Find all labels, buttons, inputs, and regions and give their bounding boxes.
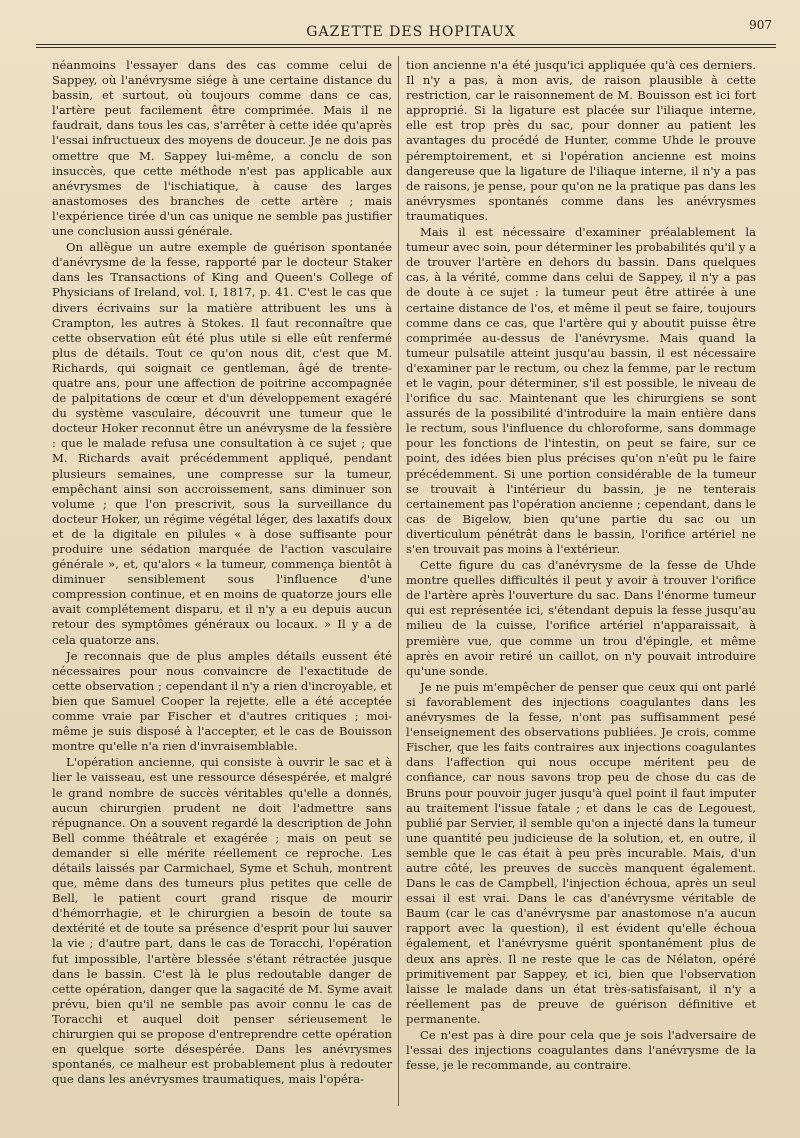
paragraph: néanmoins l'essayer dans des cas comme celui de Sappey, où l'anévrysme siége à une certaine distance du bassin, et surtout, où toujours comme dans ce cas, l'artère peut facilement être comprimée. Mais il ne faudrait, dans tous les cas, s'arrêter à cette idée qu'après l'essai infructueux des moyens de douceur. Je ne dois pas omettre que M. Sappey lui-même, a conclu de son insuccès, que cette méthode n'est pas applicable aux anévrysmes de l'ischiatique, à cause des larges anastomoses des branches de cette artère ; mais l'expérience tirée d'un cas unique ne semble pas justifier une conclusion aussi générale. [52,58,392,239]
page-number: 907 [749,18,772,32]
header-rule-double [36,47,776,48]
paragraph: Je ne puis m'empêcher de penser que ceux qui ont parlé si favorablement des injections coagulantes dans les anévrysmes de la fesse, n'ont pas suffisamment pesé l'enseignement des observations publiées. Je crois, comme Fischer, que les faits contraires aux injections coagulantes dans l'affection qui nous occupe méritent peu de confiance, car nous savons trop peu de chose du cas de Bruns pour pouvoir juger jusqu'à quel point il faut imputer au traitement l'issue fatale ; et dans le cas de Legouest, publié par Servier, il semble qu'on a injecté dans la tumeur une quantité peu judicieuse de la solution, et, en outre, il semble que le cas était à peu près incurable. Mais, d'un autre côté, les preuves de succès manquent également. Dans le cas de Campbell, l'injection échoua, après un seul essai il est vrai. Dans le cas d'anévrysme véritable de Baum (car le cas d'anévrysme par anastomose n'a aucun rapport avec la question), il est évident qu'elle échoua également, et l'anévrysme guérit spontanément plus de deux ans après. Il ne reste que le cas de Nélaton, opéré primitivement par Sappey, et ici, bien que l'observation laisse le malade dans un état très-satisfaisant, il n'y a réellement pas de preuve de guérison définitive et permanente. [406,679,756,1026]
paragraph: Mais il est nécessaire d'examiner préalablement la tumeur avec soin, pour déterminer les probabilités qu'il y a de trouver l'artère en dehors du bassin. Dans quelques cas, à la vérité, comme dans celui de Sappey, il n'y a pas de doute à ce sujet : la tumeur peut être attirée à une certaine distance de l'os, et même il peut se faire, toujours comme dans ce cas, que l'artère qui y aboutit puisse être comprimée au-dessus de l'anévrysme. Mais quand la tumeur pulsatile atteint jusqu'au bassin, il est nécessaire d'examiner par le rectum, ou chez la femme, par le rectum et le vagin, pour déterminer, s'il est possible, le niveau de l'orifice du sac. Maintenant que les chirurgiens se sont assurés de la possibilité d'introduire la main entière dans le rectum, sous l'influence du chloroforme, sans dommage pour les fonctions de l'intestin, on peut se faire, sur ce point, des idées bien plus précises qu'on n'eût pu le faire précédemment. Si une portion considérable de la tumeur se trouvait à l'intérieur du bassin, je ne tenterais certainement pas l'opération ancienne ; cependant, dans le cas de Bigelow, bien qu'une partie du sac ou un diverticulum pénétrât dans le bassin, l'orifice artériel ne s'en trouvait pas moins à l'extérieur. [406,225,756,556]
left-column [52,58,392,1087]
paragraph: Ce n'est pas à dire pour cela que je sois l'adversaire de l'essai des injections coagulantes dans l'anévrysme de la fesse, je le recommande, au contraire. [406,1028,756,1073]
paragraph: Je reconnais que de plus amples détails eussent été nécessaires pour nous convaincre de l'exactitude de cette observation ; cependant il n'y a rien d'incroyable, et bien que Samuel Cooper la rejette, elle a été acceptée comme vraie par Fischer et d'autres critiques ; moi-même je suis disposé à l'accepter, et le cas de Bouisson montre qu'elle n'a rien d'invraisemblable. [52,648,392,754]
right-column [406,58,756,1073]
paragraph: L'opération ancienne, qui consiste à ouvrir le sac et à lier le vaisseau, est une ressource désespérée, et malgré le grand nombre de succès véritables qu'elle a donnés, aucun chirurgien prudent ne doit l'admettre sans répugnance. On a souvent regardé la description de John Bell comme théâtrale et exagérée ; mais on peut se demander si elle mérite réellement ce reproche. Les détails laissés par Carmichael, Syme et Schuh, montrent que, même dans des tumeurs plus petites que celle de Bell, le patient court grand risque de mourir d'hémorrhagie, et le chirurgien a besoin de toute sa dextérité et de toute sa présence d'esprit pour lui sauver la vie ; d'autre part, dans le cas de Toracchi, l'opération fut impossible, l'artère blessée s'étant rétractée jusque dans le bassin. C'est là le plus redoutable danger de cette opération, danger que la sagacité de M. Syme avait prévu, bien qu'il ne semble pas avoir connu le cas de Toracchi et auquel doit penser sérieusement le chirurgien qui se propose d'entreprendre cette opération en quelque sorte désespérée. Dans les anévrysmes spontanés, ce malheur est probablement plus à redouter que dans les anévrysmes traumatiques, mais l'opéra- [52,755,392,1087]
page-header [46,14,776,44]
header-rule [36,44,776,45]
paragraph: On allègue un autre exemple de guérison spontanée d'anévrysme de la fesse, rapporté par le docteur Staker dans les Transactions of King and Queen's College of Physicians of Ireland, vol. I, 1817, p. 41. C'est le cas que divers écrivains sur la matière attribuent les uns à Crampton, les autres à Stokes. Il faut reconnaître que cette observation eût été plus utile si elle eût renfermé plus de détails. Tout ce qu'on nous dit, c'est que M. Richards, qui soignait ce gentleman, âgé de trente-quatre ans, pour une affection de poitrine accompagnée de palpitations de cœur et d'un développement exagéré du système vasculaire, découvrit une tumeur que le docteur Hoker reconnut être un anévrysme de la fessière : que le malade refusa une consultation à ce sujet ; que M. Richards avait précédemment appliqué, pendant plusieurs semaines, une compresse sur la tumeur, empêchant ainsi son accroissement, sans diminuer son volume ; que l'on prescrivit, sous la surveillance du docteur Hoker, un régime végétal léger, des laxatifs doux et de la digitale en pilules « à dose suffisante pour produire une sédation marquée de l'action vasculaire générale », et, qu'alors « la tumeur, commença bientôt à diminuer sensiblement sous l'influence d'une compression continue, et en moins de quatorze jours elle avait complétement disparu, et il n'y a eu depuis aucun retour des symptômes généraux ou locaux. » Il y a de cela quatorze ans. [52,240,392,647]
column-divider [398,56,399,1106]
page-title: GAZETTE DES HOPITAUX [306,24,516,40]
paragraph: tion ancienne n'a été jusqu'ici appliquée qu'à ces derniers. Il n'y a pas, à mon avis, de raison plausible à cette restriction, car le raisonnement de M. Bouisson est ici fort approprié. Si la ligature est placée sur l'iliaque interne, elle est trop près du sac, pour donner au patient les avantages du procédé de Hunter, comme Uhde le prouve péremptoirement, et si l'opération ancienne est moins dangereuse que la ligature de l'iliaque interne, il n'y a pas de raisons, je pense, pour qu'on ne la pratique pas dans les anévrysmes spontanés comme dans les anévrysmes traumatiques. [406,58,756,223]
paragraph: Cette figure du cas d'anévrysme de la fesse de Uhde montre quelles difficultés il peut y avoir à trouver l'orifice de l'artère après l'ouverture du sac. Dans l'énorme tumeur qui est représentée ici, s'étendant depuis la fesse jusqu'au milieu de la cuisse, l'orifice artériel n'apparaissait, à première vue, que comme un trou d'épingle, et même après en avoir retiré un caillot, on n'y pouvait introduire qu'une sonde. [406,558,756,678]
